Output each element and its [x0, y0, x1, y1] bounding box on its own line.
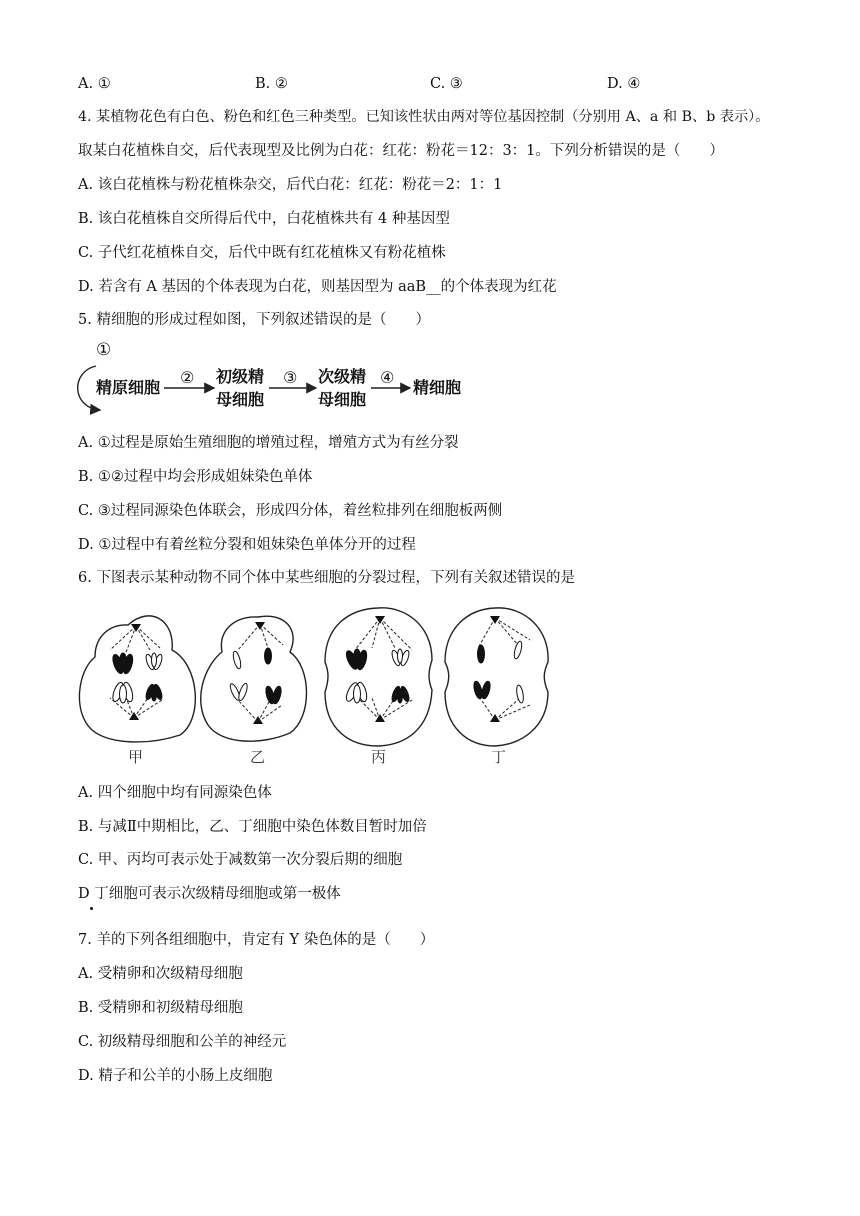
cell-label-ding: 丁 — [491, 748, 507, 766]
q7-option-b: B. 受精卵和初级精母细胞 — [78, 1000, 243, 1016]
q6-stem: 6. 下图表示某种动物不同个体中某些细胞的分裂过程，下列有关叙述错误的是 — [78, 570, 575, 586]
loop-label: ① — [96, 340, 112, 360]
q3-option-d: D. ④ — [607, 76, 641, 92]
q4-option-a: A. 该白花植株与粉花植株杂交，后代白花：红花：粉花＝2：1：1 — [78, 177, 503, 193]
arrow-label-3: ③ — [283, 368, 298, 387]
q5-stem: 5. 精细胞的形成过程如图，下列叙述错误的是（ ） — [78, 312, 430, 328]
q6-option-d: D 丁细胞可表示次级精母细胞或第一极体 — [78, 886, 341, 902]
stage-sperm-cell: 精细胞 — [413, 378, 462, 397]
q6-option-b: B. 与减Ⅱ中期相比，乙、丁细胞中染色体数目暂时加倍 — [78, 819, 427, 835]
cell-label-jia: 甲 — [128, 748, 144, 766]
cell-yi — [201, 616, 307, 741]
arrow-label-4: ④ — [380, 368, 395, 387]
stage-primary-line2: 母细胞 — [216, 390, 265, 409]
stage-secondary-line2: 母细胞 — [318, 390, 367, 409]
stage-spermatogonium: 精原细胞 — [96, 378, 161, 397]
q5-option-c: C. ③过程同源染色体联会，形成四分体，着丝粒排列在细胞板两侧 — [78, 503, 503, 519]
stray-dot — [90, 907, 93, 910]
cell-label-bing: 丙 — [371, 748, 387, 766]
q3-option-a: A. ① — [78, 76, 111, 92]
q5-option-a: A. ①过程是原始生殖细胞的增殖过程，增殖方式为有丝分裂 — [78, 435, 459, 451]
q7-stem: 7. 羊的下列各组细胞中，肯定有 Y 染色体的是（ ） — [78, 932, 435, 948]
q4-stem-line2: 取某白花植株自交，后代表现型及比例为白花：红花：粉花＝12：3：1。下列分析错误的是（ ） — [78, 143, 724, 159]
q4-option-c: C. 子代红花植株自交，后代中既有红花植株又有粉花植株 — [78, 245, 446, 261]
q6-option-a: A. 四个细胞中均有同源染色体 — [78, 785, 272, 801]
q7-option-c: C. 初级精母细胞和公羊的神经元 — [78, 1034, 287, 1050]
arrow-label-2: ② — [180, 368, 195, 387]
cell-label-yi: 乙 — [250, 748, 266, 766]
q3-option-c: C. ③ — [430, 76, 463, 92]
stage-primary-line1: 初级精 — [216, 367, 265, 386]
q4-stem-line1: 4. 某植物花色有白色、粉色和红色三种类型。已知该性状由两对等位基因控制（分别用 A、a 和 B、b 表示）。 — [78, 109, 770, 125]
q5-option-b: B. ①②过程中均会形成姐妹染色单体 — [78, 469, 313, 485]
stage-secondary-line1: 次级精 — [318, 367, 367, 386]
q7-option-a: A. 受精卵和次级精母细胞 — [78, 966, 243, 982]
q4-option-b: B. 该白花植株自交所得后代中，白花植株共有 4 种基因型 — [78, 211, 450, 227]
cell-ding — [445, 608, 548, 746]
q7-option-d: D. 精子和公羊的小肠上皮细胞 — [78, 1068, 273, 1084]
q3-option-b: B. ② — [255, 76, 288, 92]
q5-option-d: D. ①过程中有着丝粒分裂和姐妹染色单体分开的过程 — [78, 537, 416, 553]
q6-option-c: C. 甲、丙均可表示处于减数第一次分裂后期的细胞 — [78, 852, 403, 868]
q4-option-d: D. 若含有 A 基因的个体表现为白花，则基因型为 aaB__的个体表现为红花 — [78, 279, 557, 295]
cell-bing — [325, 608, 432, 746]
cell-jia — [79, 616, 195, 742]
